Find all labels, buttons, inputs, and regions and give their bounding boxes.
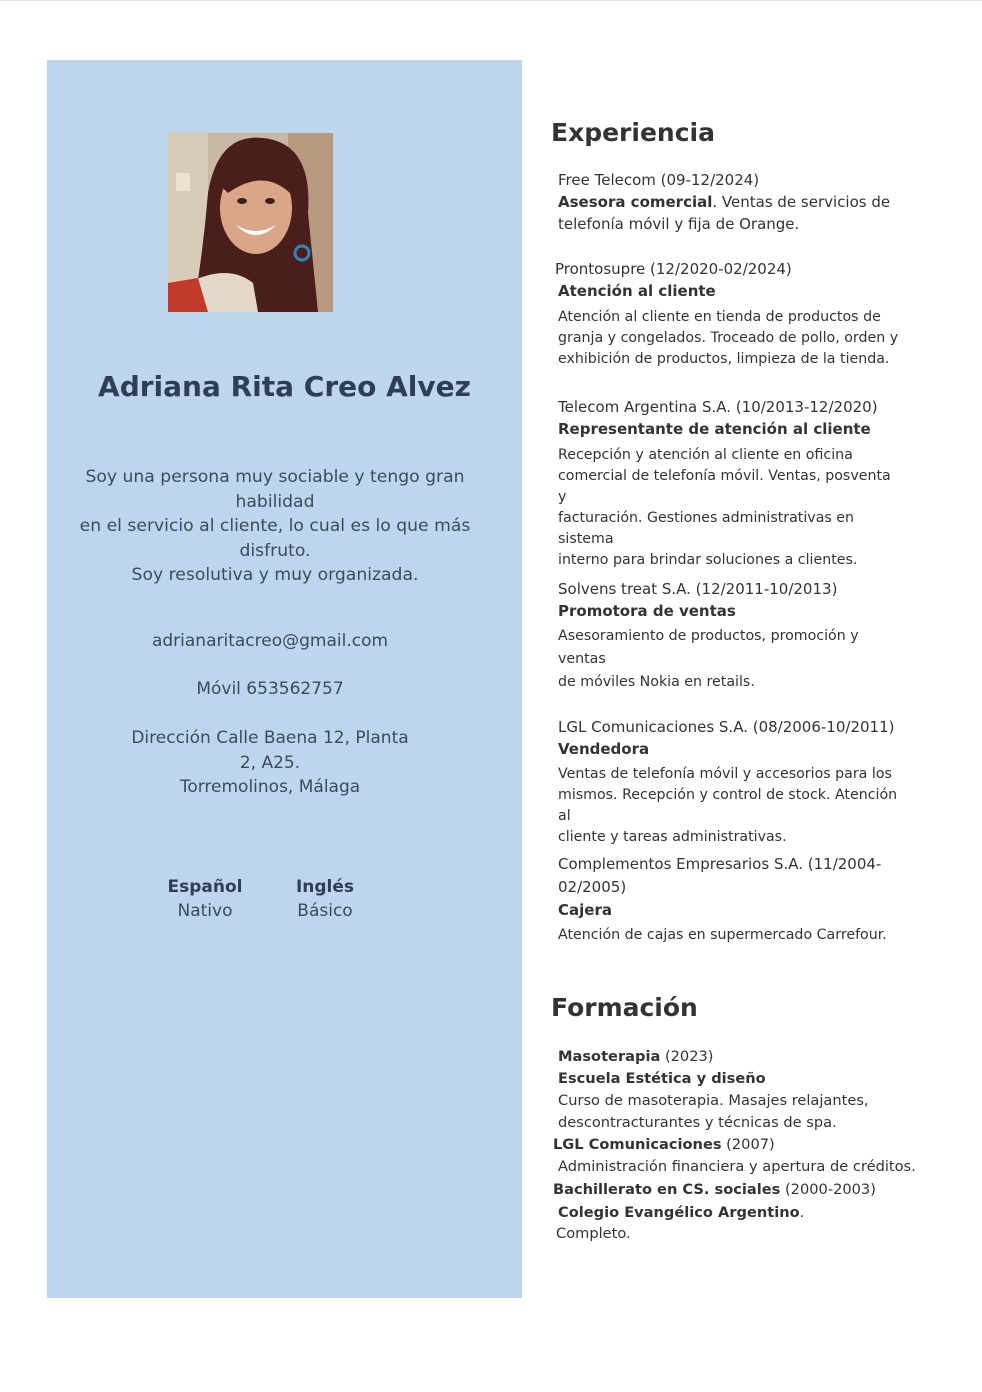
education-course [553,1134,775,1156]
course-name: Bachillerato en CS. sociales [553,1181,781,1198]
job-description [558,191,903,235]
job-role: Vendedora [558,740,650,758]
address-line: 2, A25. [239,752,301,773]
desc-line: . Ventas de servicios de [712,193,891,211]
language-level: Nativo [177,901,233,921]
desc-line: Curso de masoterapia. Masajes relajantes, [558,1092,869,1109]
page-top-border [0,0,982,1]
desc-line: granja y congelados. Troceado de pollo, orden y [558,330,899,346]
job-role: Representante de atención al cliente [558,420,871,438]
profile-photo [168,133,333,312]
job-description [558,925,903,946]
profile-summary [55,465,495,588]
course-year: (2023) [660,1048,714,1065]
company-line: 02/2005) [558,878,627,896]
job-entry [555,259,900,370]
job-description [558,445,903,571]
course-year: (2007) [721,1136,775,1153]
summary-line: Soy resolutiva y muy organizada. [131,565,419,585]
desc-line: telefonía móvil y fija de Orange. [558,215,800,233]
desc-line: descontracturantes y técnicas de spa. [558,1114,837,1131]
desc-line: mismos. Recepción y control de stock. Atención al [558,787,898,824]
desc-line: comercial de telefonía móvil. Ventas, posventa y [558,468,891,505]
course-name: LGL Comunicaciones [553,1136,722,1153]
desc-line: Asesoramiento de productos, promoción y ventas [558,628,859,667]
desc-line: Atención al cliente en tienda de productos de [558,309,881,325]
education-course [558,1046,713,1068]
job-company: Solvens treat S.A. (12/2011-10/2013) [558,580,838,598]
job-company: Telecom Argentina S.A. (10/2013-12/2020) [558,398,878,416]
education-description [558,1090,869,1134]
job-entry [558,853,903,946]
summary-line: en el servicio al cliente, lo cual es lo que más disfruto. [79,516,471,561]
job-role: Atención al cliente [558,282,716,300]
language-name: Inglés [295,877,355,897]
company-line: Complementos Empresarios S.A. (11/2004- [558,855,882,873]
language-level: Básico [297,901,353,921]
education-description: Completo. [556,1225,631,1242]
education-description: Administración financiera y apertura de créditos. [558,1158,916,1175]
language-spanish [145,875,265,923]
education-school [558,1202,804,1224]
job-entry [558,717,903,848]
language-name: Español [167,877,243,897]
job-role: Promotora de ventas [558,602,736,620]
school-name: Escuela Estética y diseño [558,1070,766,1087]
job-company: LGL Comunicaciones S.A. (08/2006-10/2011) [558,718,895,736]
job-company: Prontosupre (12/2020-02/2024) [555,260,792,278]
job-company [558,853,903,899]
desc-line: interno para brindar soluciones a clientes. [558,552,858,568]
job-entry [558,170,903,235]
course-year: (2000-2003) [780,1181,876,1198]
job-role: Asesora comercial [558,193,713,211]
address-line: Dirección Calle Baena 12, Planta [131,728,409,748]
job-description [558,764,903,848]
desc-line: facturación. Gestiones administrativas en sistema [558,510,855,547]
summary-line: Soy una persona muy sociable y tengo gran habilidad [85,467,465,512]
postal-address [110,726,430,800]
education-course [553,1179,876,1201]
school-name: Colegio Evangélico Argentino [558,1204,800,1221]
job-company: Free Telecom (09-12/2024) [558,171,760,189]
desc-line: exhibición de productos, limpieza de la tienda. [558,351,890,367]
education-heading: Formación [551,993,698,1022]
job-role: Cajera [558,901,612,919]
desc-line: cliente y tareas administrativas. [558,829,787,845]
desc-line: de móviles Nokia en retails. [558,674,755,690]
course-name: Masoterapia [558,1048,661,1065]
phone-number[interactable]: Móvil 653562757 [196,679,344,699]
email-address[interactable]: adrianaritacreo@gmail.com [151,631,389,651]
address-line: Torremolinos, Málaga [179,777,361,797]
job-description [558,625,903,694]
job-entry [558,397,903,571]
desc-line: Recepción y atención al cliente en oficina [558,447,853,463]
desc-line: Atención de cajas en supermercado Carrefour. [558,927,887,943]
experience-heading: Experiencia [551,118,715,147]
education-school [558,1068,766,1090]
job-description [558,307,900,370]
candidate-name: Adriana Rita Creo Alvez [98,370,471,403]
job-entry [558,579,903,694]
language-english [265,875,385,923]
desc-line: Ventas de telefonía móvil y accesorios para los [558,766,892,782]
school-suffix: . [799,1204,805,1221]
